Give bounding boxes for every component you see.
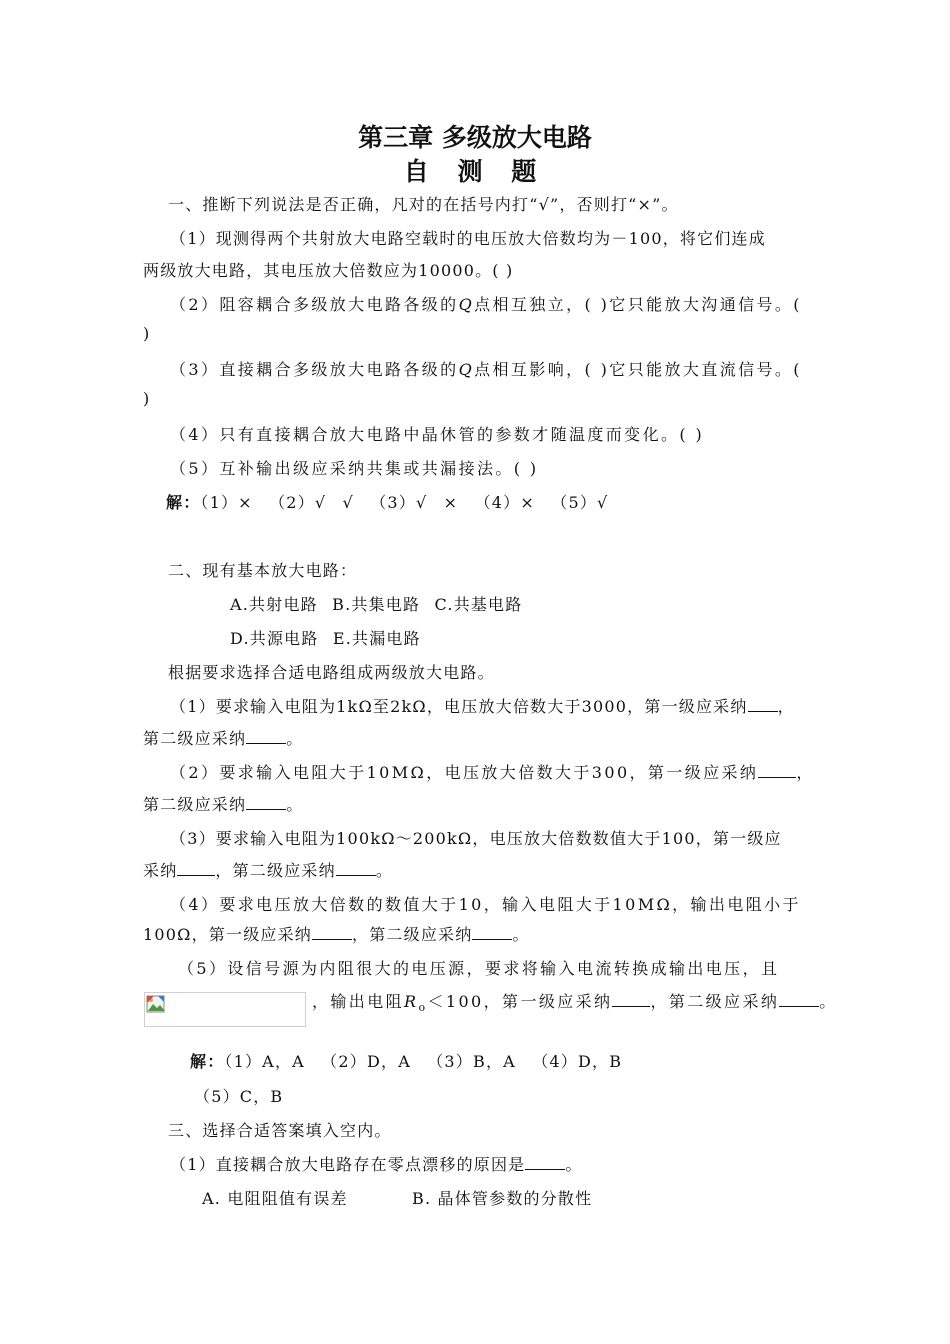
sec1-q1-line1: （1）现测得两个共射放大电路空载时的电压放大倍数均为－100，将它们连成 <box>170 229 766 248</box>
answer-blank <box>779 992 819 1007</box>
sec1-q5: （5）互补输出级应采纳共集或共漏接法。( ) <box>170 459 539 478</box>
sec2-q1-line1 <box>170 694 795 717</box>
question-text: ，第二级应采纳 <box>215 861 336 880</box>
section-subtitle: 自 测 题 <box>403 157 547 186</box>
answer-blank <box>312 925 352 940</box>
question-text: ，第二级应采纳 <box>650 992 780 1011</box>
question-text: （1）要求输入电阻为1kΩ至2kΩ，电压放大倍数大于3000，第一级应采纳 <box>170 697 748 716</box>
punctuation: 。 <box>512 925 530 944</box>
answer-blank <box>525 1155 565 1170</box>
sec2-q1-line2 <box>143 726 303 749</box>
subscript: o <box>418 1001 428 1015</box>
sec2-q5-line1: （5）设信号源为内阻很大的电压源，要求将输入电流转换成输出电压，且 <box>178 959 780 978</box>
sec2-answer-line2: （5）C，B <box>194 1087 284 1106</box>
answer-blank <box>246 729 286 744</box>
sec1-answer <box>166 490 608 513</box>
sec1-q3-line2: ) <box>143 389 151 408</box>
answer-label: 解： <box>166 493 201 512</box>
sec2-lead: 根据要求选择合适电路组成两级放大电路。 <box>168 663 495 682</box>
punctuation: 。 <box>286 795 304 814</box>
answer-text: （1）A，A （2）D，A （3）B，A （4）D，B <box>224 1052 623 1071</box>
punctuation: 。 <box>819 992 838 1011</box>
question-text: 第二级应采纳 <box>143 795 247 814</box>
sec3-q1 <box>170 1152 583 1175</box>
sec3-intro: 三、选择合适答案填入空内。 <box>168 1121 392 1140</box>
answer-blank <box>472 925 512 940</box>
sec1-q3-text: （3）直接耦合多级放大电路各级的 <box>170 360 459 379</box>
broken-image-placeholder <box>144 992 306 1027</box>
broken-image-icon <box>146 995 166 1013</box>
sec1-q2-line1 <box>170 292 802 315</box>
sec2-q4-line2 <box>143 922 530 945</box>
sec1-q2-text-rest: 点相互独立，( )它只能放大沟通信号。( <box>474 295 802 314</box>
sec3-q1-option-b: B. 晶体管参数的分散性 <box>412 1189 593 1208</box>
chapter-title: 第三章 多级放大电路 <box>358 123 592 152</box>
question-text: （1）直接耦合放大电路存在零点漂移的原因是 <box>170 1155 526 1174</box>
answer-label: 解： <box>190 1052 225 1071</box>
sec1-q3-line1 <box>170 357 802 380</box>
q-point-symbol: Q <box>458 295 475 314</box>
sec2-q5-line2 <box>312 989 838 1014</box>
sec1-q2-line2: ) <box>143 324 151 343</box>
answer-blank <box>612 992 650 1007</box>
punctuation: ， <box>796 763 815 782</box>
punctuation: ， <box>777 697 795 716</box>
sec1-q1-line2: 两级放大电路，其电压放大倍数应为10000。( ) <box>143 261 514 280</box>
sec2-q2-line2 <box>143 792 303 815</box>
question-text: ，第二级应采纳 <box>352 925 473 944</box>
punctuation: 。 <box>286 729 304 748</box>
answer-blank <box>246 795 286 810</box>
question-text: 采纳 <box>143 861 178 880</box>
sec1-intro: 一、推断下列说法是否正确，凡对的在括号内打“√”，否则打“×”。 <box>168 195 679 214</box>
answer-blank <box>336 861 376 876</box>
sec1-q3-text-rest: 点相互影响，( )它只能放大直流信号。( <box>474 360 802 379</box>
answer-blank <box>758 763 796 778</box>
sec2-options-row2: D.共源电路 E.共漏电路 <box>230 629 421 648</box>
question-text: ＜100，第一级应采纳 <box>427 992 613 1011</box>
q-point-symbol: Q <box>458 360 475 379</box>
punctuation: 。 <box>565 1155 583 1174</box>
sec2-intro: 二、现有基本放大电路： <box>168 561 358 580</box>
answer-blank <box>177 861 215 876</box>
sec3-q1-option-a: A. 电阻阻值有误差 <box>202 1189 348 1208</box>
sec2-q2-line1 <box>170 760 815 783</box>
question-text: （2）要求输入电阻大于10MΩ，电压放大倍数大于300，第一级应采纳 <box>170 763 759 782</box>
answer-blank <box>748 697 778 712</box>
question-text: 100Ω，第一级应采纳 <box>143 925 313 944</box>
punctuation: 。 <box>375 861 394 880</box>
output-resistance-symbol: R <box>404 992 419 1011</box>
sec2-answer <box>190 1049 622 1072</box>
sec1-q2-text: （2）阻容耦合多级放大电路各级的 <box>170 295 459 314</box>
answer-text: （1）× （2）√ √ （3）√ × （4）× （5）√ <box>200 493 609 512</box>
question-text: ，输出电阻 <box>312 992 405 1011</box>
sec2-options-row1: A.共射电路 B.共集电路 C.共基电路 <box>230 595 523 614</box>
sec2-q3-line1: （3）要求输入电阻为100kΩ～200kΩ，电压放大倍数数值大于100，第一级应 <box>170 829 782 848</box>
sec1-q4: （4）只有直接耦合放大电路中晶休管的参数才随温度而变化。( ) <box>170 425 705 444</box>
sec2-q4-line1: （4）要求电压放大倍数的数值大于10，输入电阻大于10MΩ，输出电阻小于 <box>170 895 801 914</box>
sec2-q3-line2 <box>143 858 393 881</box>
question-text: 第二级应采纳 <box>143 729 247 748</box>
